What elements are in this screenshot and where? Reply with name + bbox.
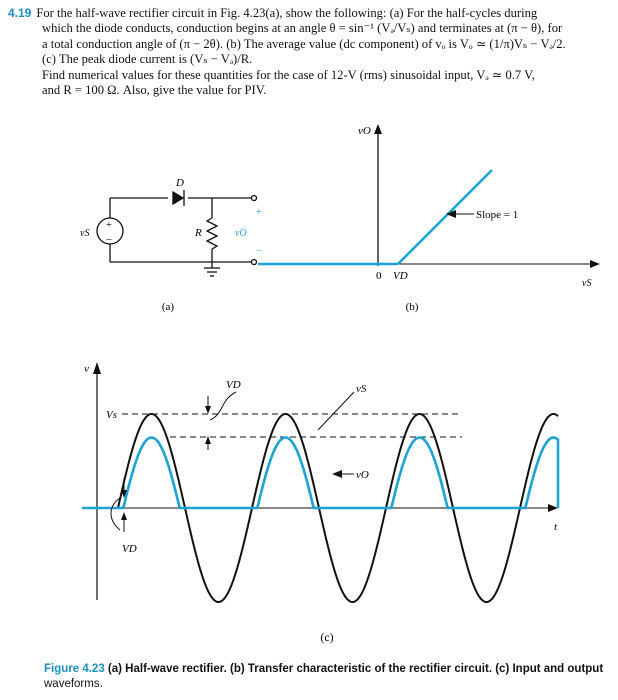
- origin-label: 0: [376, 270, 382, 282]
- vs-peak-label: Vs: [106, 409, 117, 421]
- problem-line-3: a total conduction angle of (π − 2θ). (b) The average value (dc component) of vₒ is Vₒ ≃ (1/π)Vₛ − Vₔ/2.: [42, 36, 566, 51]
- problem-line-5: Find numerical values for these quantities for the case of 12-V (rms) sinusoidal input, Vₔ ≃ 0.7 V,: [42, 67, 535, 82]
- vd-bottom-label: VD: [122, 543, 137, 555]
- wave-y-label: v: [84, 363, 89, 375]
- problem-line-4: (c) The peak diode current is (Vₛ − Vₔ)/R.: [42, 52, 253, 67]
- problem-line-6: and R = 100 Ω. Also, give the value for PIV.: [42, 83, 267, 98]
- resistor-symbol: [207, 218, 217, 249]
- transfer-x-label: vS: [582, 278, 592, 289]
- transfer-y-label: vO: [358, 125, 371, 137]
- vd-top-label: VD: [226, 379, 241, 391]
- vo-curve-label: vO: [356, 469, 369, 481]
- wave-x-label: t: [554, 521, 558, 533]
- diode-symbol: [173, 190, 184, 206]
- label-a: (a): [161, 301, 175, 313]
- transfer-characteristic: [258, 124, 600, 268]
- transfer-vd-label: VD: [393, 270, 408, 282]
- vo-plus-label: +: [256, 207, 262, 218]
- resistor-label: R: [195, 227, 202, 239]
- diode-label: D: [176, 177, 184, 189]
- slope-label: Slope = 1: [476, 209, 519, 221]
- waveform-plot: [82, 362, 558, 602]
- vo-minus-label: −: [256, 246, 262, 257]
- vo-rectified-curve: [82, 438, 558, 509]
- caption-label: Figure 4.23: [44, 663, 105, 675]
- vs-label: vS: [80, 228, 90, 239]
- vo-label: vO: [235, 228, 247, 239]
- source-plus-sign: +: [106, 220, 112, 231]
- caption-text-2: waveforms.: [44, 678, 103, 690]
- source-minus-sign: −: [105, 234, 113, 246]
- figure-caption: [44, 662, 609, 692]
- circuit-diagram: [97, 190, 257, 276]
- problem-line-2: which the diode conducts, conduction begins at an angle θ = sin⁻¹ (Vₔ/Vₛ) and terminates at (π − θ), for: [42, 21, 563, 36]
- vs-curve-label: vS: [356, 383, 367, 395]
- label-c: (c): [320, 630, 334, 644]
- problem-line-1-text: For the half-wave rectifier circuit in Fig. 4.23(a), show the following: (a) For the half-cycles during: [36, 6, 538, 20]
- caption-text: (a) Half-wave rectifier. (b) Transfer characteristic of the rectifier circuit. (c) Input and output: [107, 663, 604, 675]
- label-b: (b): [405, 301, 419, 313]
- problem-number: 4.19: [8, 6, 32, 20]
